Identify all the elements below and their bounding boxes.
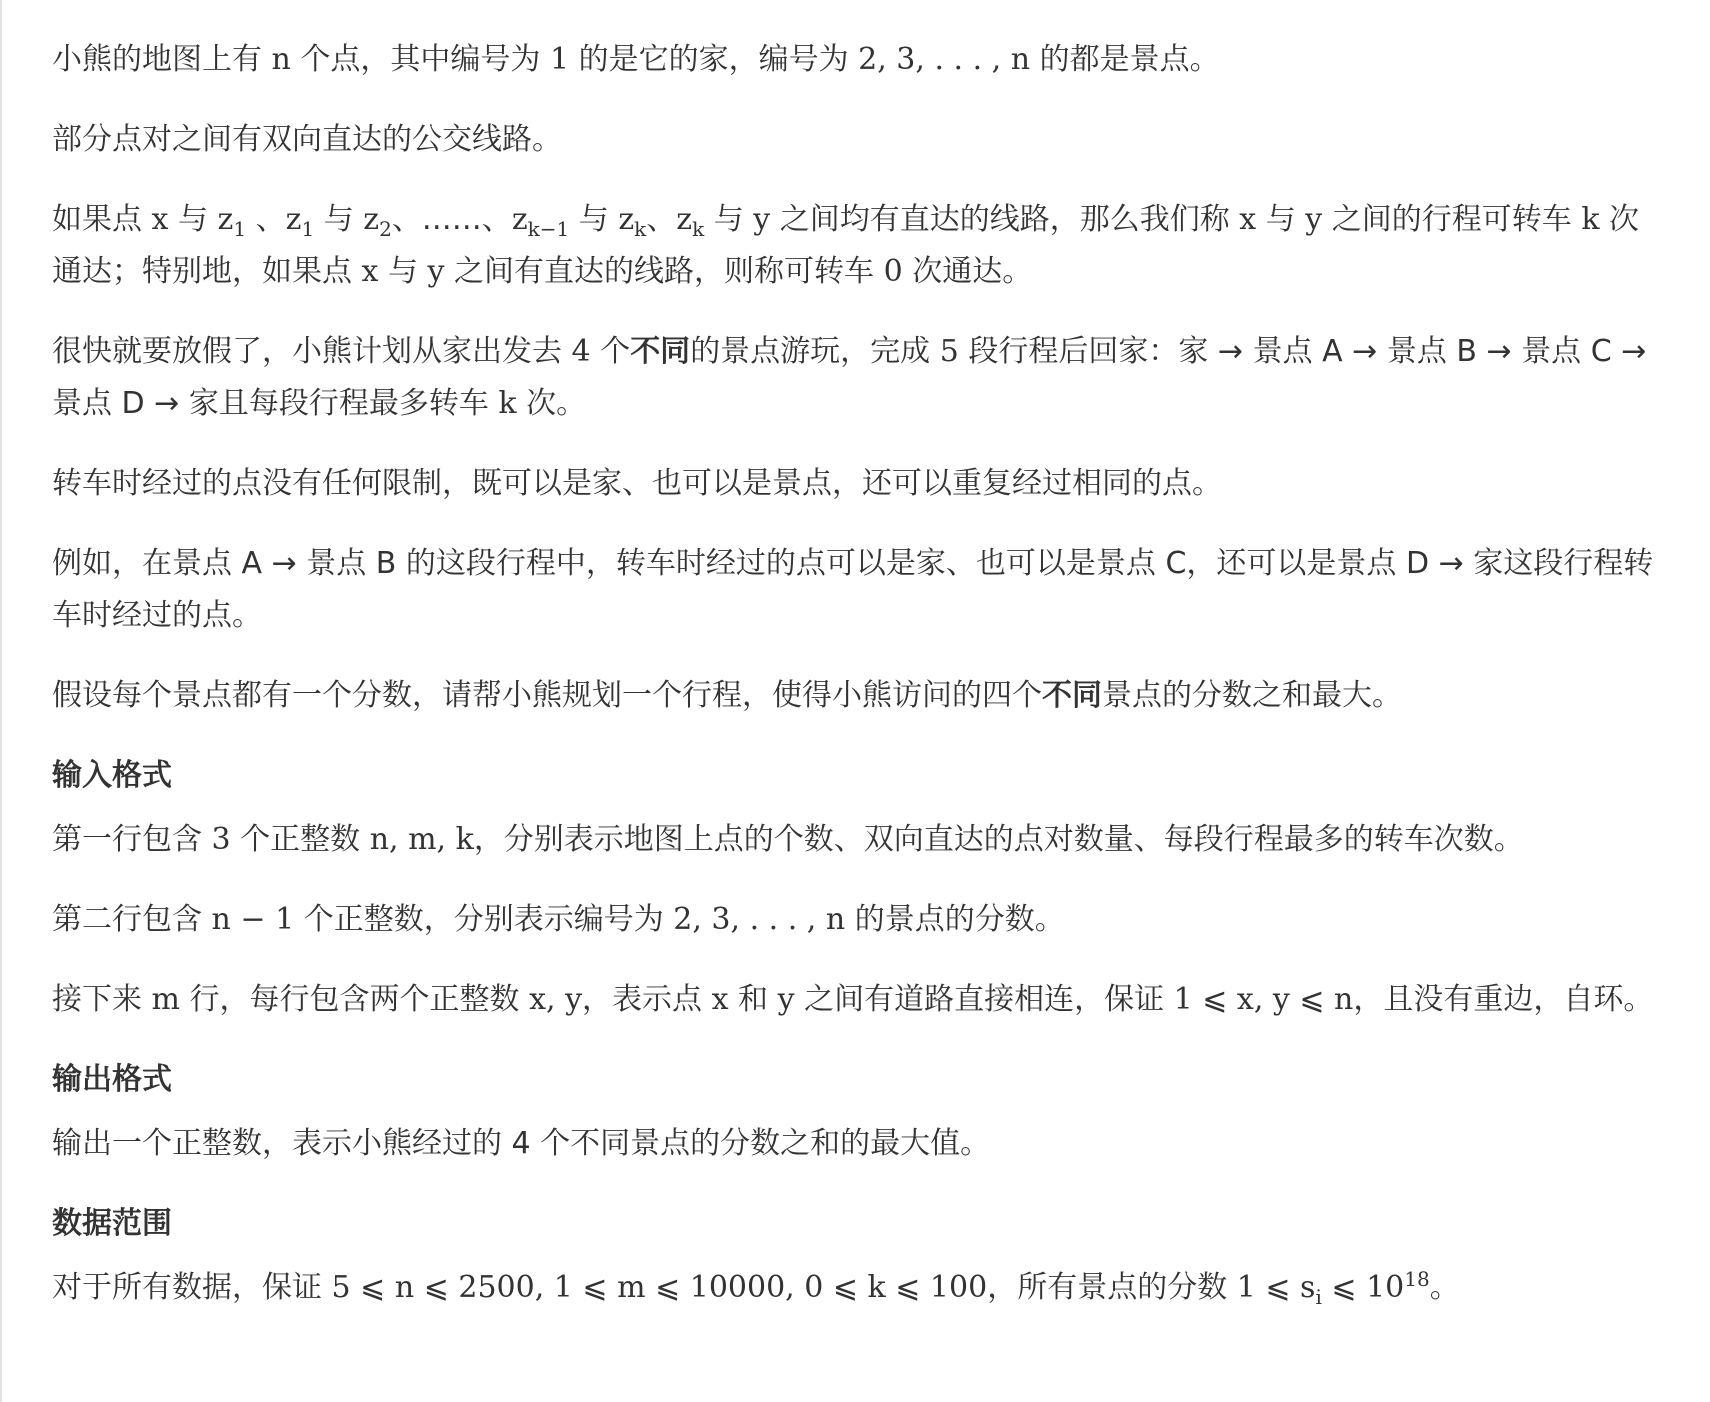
left-border	[0, 0, 2, 1402]
paragraph-vacation-plan: 很快就要放假了，小熊计划从家出发去 4 个不同的景点游玩，完成 5 段行程后回家：家 → 景点 A → 景点 B → 景点 C → 景点 D → 家且每段行程最多转车 k 次。	[52, 334, 1647, 421]
problem-statement	[52, 34, 1664, 1342]
output-format-heading: 输出格式	[52, 1062, 172, 1097]
paragraph-transfer-rules: 转车时经过的点没有任何限制，既可以是家、也可以是景点，还可以重复经过相同的点。	[52, 466, 1222, 501]
data-range-heading: 数据范围	[52, 1206, 172, 1241]
output-description: 输出一个正整数，表示小熊经过的 4 个不同景点的分数之和的最大值。	[52, 1126, 991, 1161]
paragraph-transfer-definition: 如果点 x 与 $z_1$ 、$z_1$ 与 $z_2$、……、$z_{k-1}$ 与 $z_k$、$z_k$ 与 y 之间均有直达的线路，那么我们称 x 与 y 之间的行程可转车 k 次通达；特别地，如果点 x 与 y 之间有直达的线路，则称可转车 0 次通达。	[52, 202, 1640, 289]
paragraph-map-description: 小熊的地图上有 n 个点，其中编号为 1 的是它的家，编号为 2, 3, . . . , n 的都是景点。	[52, 42, 1220, 77]
input-format-heading: 输入格式	[52, 758, 172, 793]
input-line-2: 第二行包含 n − 1 个正整数，分别表示编号为 2, 3, . . . , n 的景点的分数。	[52, 902, 1065, 937]
input-edges: 接下来 m 行，每行包含两个正整数 x, y，表示点 x 和 y 之间有道路直接相连，保证 1 ⩽ x, y ⩽ n，且没有重边，自环。	[52, 982, 1654, 1017]
paragraph-example: 例如，在景点 A → 景点 B 的这段行程中，转车时经过的点可以是家、也可以是景点 C，还可以是景点 D → 家这段行程转车时经过的点。	[52, 546, 1654, 633]
data-range-description: 对于所有数据，保证 5 ⩽ n ⩽ 2500, 1 ⩽ m ⩽ 10000, 0 ⩽ k ⩽ 100，所有景点的分数 1 ⩽ $s_i$ ⩽ $10^{18}$。	[52, 1267, 1460, 1309]
paragraph-bus-lines: 部分点对之间有双向直达的公交线路。	[52, 122, 562, 157]
input-line-1: 第一行包含 3 个正整数 n, m, k，分别表示地图上点的个数、双向直达的点对数量、每段行程最多的转车次数。	[52, 822, 1524, 857]
paragraph-score-goal: 假设每个景点都有一个分数，请帮小熊规划一个行程，使得小熊访问的四个不同景点的分数之和最大。	[52, 678, 1402, 713]
